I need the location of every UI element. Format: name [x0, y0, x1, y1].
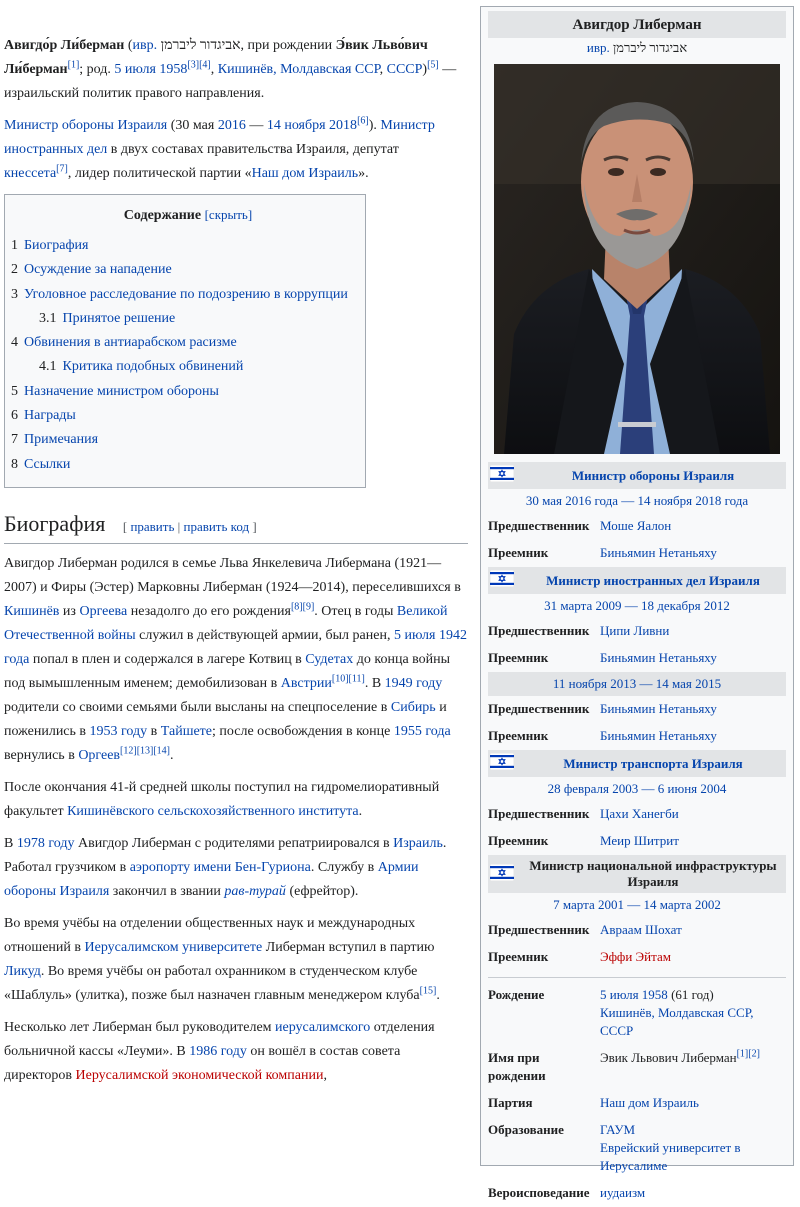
lead-paragraph-2: Министр обороны Израиля (30 мая 2016 — 14 ноября 2018[6]). Министр иностранных дел в двух составах правительства Израиля, депутат кнессета[7], лидер политической партии «Наш дом Израиль». [4, 115, 435, 181]
wiki-link[interactable]: 5 июля [393, 627, 436, 643]
text: . Во время учёбы он работал охранником в студенческом клубе «Шаблуль» (улитка), позже был назначен главным менеджером клуба [4, 963, 420, 1003]
infobox-row [488, 513, 786, 540]
ref-link[interactable]: [8][9] [290, 601, 315, 613]
toc-number: 6 [11, 408, 18, 424]
row-value [600, 544, 786, 562]
toc-number: 5 [11, 383, 18, 399]
hebrew-name: אביגדור ליברמן [612, 40, 688, 55]
toc-link[interactable]: Биография [24, 238, 89, 253]
row-value [600, 986, 786, 1040]
knesset-link[interactable]: кнессета [4, 166, 57, 181]
row-value [600, 1049, 786, 1085]
wiki-link[interactable]: Ликуд [4, 963, 41, 979]
person-link[interactable]: Биньямин Нетаньяху [600, 545, 717, 560]
row-label: Образование [488, 1122, 564, 1137]
infobox-row [488, 696, 786, 723]
lead-desc: — израильский политик правого направления. [4, 62, 457, 101]
toc-link[interactable]: Награды [24, 408, 76, 424]
text: родители со своими семьями были высланы на спецпоселение в [4, 699, 391, 715]
birth-place-link[interactable]: Кишинёв, Молдавская ССР, [600, 1005, 754, 1020]
text: — [245, 118, 267, 133]
toc-number: 2 [11, 262, 18, 278]
row-label: Преемник [488, 650, 549, 665]
wiki-link[interactable]: Судетах [305, 651, 354, 667]
toc-link[interactable]: Обвинения в антиарабском расизме [24, 335, 237, 351]
toc-link[interactable]: Критика подобных обвинений [62, 359, 244, 375]
infobox-row-religion [488, 1180, 786, 1207]
text: до конца войны под вымышленным именем; демобилизован в [4, 651, 451, 691]
toc-link[interactable]: Назначение министром обороны [24, 383, 219, 399]
row-label: Партия [488, 1095, 533, 1110]
born-label: ; род. [79, 62, 111, 77]
toc-item[interactable] [11, 380, 365, 404]
edit-code-button[interactable]: править код [183, 518, 250, 534]
year-link[interactable]: 2016 [217, 118, 246, 133]
ref-link[interactable]: [10][11] [331, 673, 365, 685]
row-label: Имя при рождении [488, 1050, 546, 1083]
toc-item[interactable] [11, 307, 365, 331]
toc-link[interactable]: Примечания [24, 432, 99, 448]
toc-number: 4 [11, 335, 18, 351]
row-label: Преемник [488, 728, 549, 743]
bio-paragraph [4, 776, 468, 824]
infobox-row-birthname [488, 1045, 786, 1090]
row-label: Предшественник [488, 806, 590, 821]
birth-date-link[interactable]: 5 июля 1958 [600, 987, 668, 1002]
wiki-link[interactable]: Сибирь [390, 699, 436, 715]
wiki-link[interactable]: Кишинёвского сельскохозяйственного института [67, 803, 359, 819]
text: . В [364, 675, 385, 691]
infobox-row-birth [488, 982, 786, 1045]
infobox-row [488, 944, 786, 971]
office-title-band [488, 855, 786, 893]
toc-item[interactable] [11, 428, 365, 452]
text: Либерман вступил в партию [262, 939, 435, 955]
row-label: Предшественник [488, 623, 590, 638]
toc-item[interactable] [11, 404, 365, 428]
person-link[interactable]: Биньямин Нетаньяху [600, 650, 717, 665]
office-dates: 11 ноября 2013 — 14 мая 2015 [488, 672, 786, 696]
israel-flag-icon [490, 465, 514, 486]
date-link[interactable]: 14 ноября 2018 [266, 118, 358, 133]
wiki-link[interactable]: 1942 года [4, 627, 467, 667]
row-label: Преемник [488, 949, 549, 964]
infobox-offices [488, 462, 786, 971]
ref-sup [120, 745, 170, 756]
israel-flag-icon [490, 753, 514, 774]
hebrew-name: אביגדור ליברמן [160, 38, 241, 53]
toc-link[interactable]: Ссылки [24, 456, 71, 472]
infobox-row [488, 723, 786, 750]
infobox-row [488, 917, 786, 944]
office-title-link[interactable]: Министр иностранных дел Израиля [546, 572, 760, 588]
text: он вошёл в состав совета директоров [4, 1043, 401, 1083]
toc-link[interactable]: Принятое решение [62, 310, 176, 326]
lang-link[interactable]: ивр. [132, 38, 158, 53]
wiki-link[interactable]: Армии обороны Израиля [4, 859, 419, 899]
toc-item[interactable] [11, 234, 365, 258]
party-link[interactable]: Наш дом Израиль [600, 1095, 699, 1110]
text: . Службу в [310, 859, 378, 875]
ref-sup [291, 601, 314, 612]
wiki-link[interactable]: Оргеева [79, 603, 128, 619]
birth-place-link[interactable]: Кишинёв, Молдавская ССР [217, 62, 380, 77]
row-value [600, 649, 786, 667]
office-title-link[interactable]: Министр транспорта Израиля [563, 755, 743, 771]
infobox [480, 6, 794, 1200]
person-link[interactable]: Моше Яалон [600, 518, 672, 533]
toc-number: 8 [11, 456, 18, 472]
ref-link[interactable]: [3][4] [187, 59, 211, 71]
infobox-native-name [488, 40, 786, 56]
toc-link[interactable]: Уголовное расследование по подозрению в коррупции [24, 286, 348, 302]
birth-intro: , при рождении [240, 38, 333, 53]
text: . [358, 803, 363, 819]
red-link[interactable]: Эффи Эйтам [600, 949, 671, 964]
infobox-row [488, 618, 786, 645]
edit-button[interactable]: править [130, 518, 175, 534]
toc-link[interactable]: Осуждение за нападение [24, 262, 172, 278]
bio-paragraph [4, 552, 468, 768]
edu-link[interactable]: ГАУМ [600, 1122, 636, 1137]
text: . [170, 747, 174, 763]
row-value [600, 805, 786, 823]
lang-link[interactable]: ивр. [586, 40, 610, 55]
row-value [600, 1094, 786, 1112]
infobox-row [488, 801, 786, 828]
ref-link[interactable]: [1][2] [736, 1048, 760, 1060]
toc-number: 4.1 [39, 359, 57, 375]
toc-item[interactable] [11, 258, 365, 282]
wiki-link[interactable]: Иерусалимском университете [84, 939, 263, 955]
person-link[interactable]: Биньямин Нетаньяху [600, 701, 717, 716]
article-body [4, 34, 468, 1096]
edu-link[interactable]: Еврейский университет в Иерусалиме [600, 1140, 741, 1173]
party-link[interactable]: Наш дом Израиль [251, 166, 359, 181]
text: . [436, 987, 440, 1003]
wiki-link[interactable]: Оргеев [78, 747, 121, 763]
birth-name: Э́вик Льво́вич Ли́берман [4, 38, 428, 77]
row-value [600, 517, 786, 535]
text: в [147, 723, 161, 739]
ref-link[interactable]: [15] [419, 985, 437, 997]
person-link[interactable]: Цахи Ханегби [600, 806, 679, 821]
row-value [600, 1121, 786, 1175]
text: отделения больничной кассы «Леуми». В [4, 1019, 435, 1059]
toc-number: 1 [11, 238, 18, 253]
office-title-band [488, 750, 786, 777]
text: ». [358, 166, 369, 181]
text: попал в плен и содержался в лагере Котвиц в [29, 651, 306, 667]
wiki-link[interactable]: рав-турай [224, 883, 286, 899]
person-link[interactable]: Ципи Ливни [600, 623, 670, 638]
text: и поженились в [4, 699, 447, 739]
row-label: Предшественник [488, 701, 590, 716]
ref-sup [420, 985, 437, 996]
text: , [323, 1067, 327, 1083]
text: из [59, 603, 80, 619]
text: Авигдор Либерман с родителями репатриировался в [74, 835, 394, 851]
wiki-link[interactable]: 1978 году [16, 835, 75, 851]
toc-item[interactable] [11, 283, 365, 307]
toc-item[interactable] [11, 355, 365, 379]
text: . Отец в годы [314, 603, 397, 619]
wiki-link[interactable]: аэропорту имени Бен-Гуриона [129, 859, 311, 875]
ref-link[interactable]: [6] [357, 115, 369, 127]
person-link[interactable]: Биньямин Нетаньяху [600, 728, 717, 743]
section-title: Биография [4, 510, 106, 536]
text: незадолго до его рождения [127, 603, 291, 619]
red-link[interactable]: Иерусалимской экономической компании [75, 1067, 324, 1083]
wiki-link[interactable]: Австрии [280, 675, 332, 691]
israel-flag-icon [490, 570, 514, 591]
row-label: Предшественник [488, 518, 590, 533]
wiki-link[interactable]: 1986 году [189, 1043, 247, 1059]
infobox-row-party [488, 1090, 786, 1117]
subject-name: Авигдо́р Ли́берман [4, 38, 125, 53]
row-value [600, 700, 786, 718]
text: закончил в звании [109, 883, 225, 899]
wiki-link[interactable]: Великой Отечественной войны [4, 603, 448, 643]
text: в двух составах правительства Израиля, [107, 142, 350, 157]
bio-paragraph [4, 912, 468, 1008]
divider [488, 977, 786, 978]
text: служил в действующей армии, был ранен, [135, 627, 394, 643]
toc-heading: Содержание [123, 208, 202, 223]
toc-list [11, 234, 365, 477]
row-label: Преемник [488, 545, 549, 560]
text: депутат [352, 142, 399, 157]
wiki-link[interactable]: Израиль [393, 835, 443, 851]
text: ; после освобождения в конце [212, 723, 394, 739]
israel-flag-icon [490, 864, 514, 885]
country-link[interactable]: СССР [600, 1023, 634, 1038]
ussr-link[interactable]: СССР [386, 62, 423, 77]
row-label: Вероисповедание [488, 1185, 590, 1200]
toc-number: 3 [11, 286, 18, 302]
row-value [600, 921, 786, 939]
office-dates: 31 марта 2009 — 18 декабря 2012 [544, 598, 730, 613]
lead-paragraph: Авигдо́р Ли́берман (ивр. אביגדור ליברמן, при рождении Э́вик Льво́вич Ли́берман[1]; род. 5 июля 1958[3][4], Кишинёв, Молдавская ССР, СССР)[5] — израильский политик правого направления. [4, 38, 457, 101]
birth-date-link[interactable]: 5 июля 1958 [114, 62, 188, 77]
row-value [600, 622, 786, 640]
office-dates: 28 февраля 2003 — 6 июня 2004 [547, 781, 727, 796]
wiki-link[interactable]: 1953 году [89, 723, 148, 739]
row-label: Преемник [488, 833, 549, 848]
wiki-link[interactable]: 1955 года [393, 723, 451, 739]
ref-sup [332, 673, 365, 684]
wiki-link[interactable]: 1949 году [384, 675, 443, 691]
birth-name: Эвик Львович Либерман [600, 1050, 737, 1065]
text: (ефрейтор). [285, 883, 359, 899]
table-of-contents [4, 194, 366, 488]
section-heading [4, 510, 468, 544]
text: вернулись в [4, 747, 79, 763]
toc-title [11, 203, 365, 228]
person-link[interactable]: Меир Шитрит [600, 833, 679, 848]
office-dates: 7 марта 2001 — 14 марта 2002 [553, 897, 721, 912]
row-value [600, 727, 786, 745]
text: Несколько лет Либерман был руководителем [4, 1019, 276, 1035]
text: . Работал грузчиком в [4, 835, 447, 875]
ref-link[interactable]: [5] [427, 59, 439, 71]
wiki-link[interactable]: Тайшете [160, 723, 213, 739]
toc-toggle-button[interactable]: [скрыть] [204, 207, 253, 222]
infobox-row-education [488, 1117, 786, 1180]
religion-link[interactable]: иудаизм [600, 1185, 646, 1200]
ref-link[interactable]: [12][13][14] [120, 745, 171, 757]
person-link[interactable]: Авраам Шохат [600, 922, 682, 937]
toc-number: 7 [11, 432, 18, 448]
office-title-band [488, 462, 786, 489]
portrait-photo[interactable] [494, 64, 780, 454]
infobox-row [488, 828, 786, 855]
wiki-link[interactable]: Кишинёв [4, 603, 60, 619]
text: После окончания 41-й средней школы поступил на гидромелиоративный факультет [4, 779, 440, 819]
ref-link[interactable]: [1] [67, 59, 80, 71]
row-label: Предшественник [488, 922, 590, 937]
office-title-link[interactable]: Министр национальной инфраструктуры Израиля [529, 858, 777, 889]
edit-links: [ править | править код ] [122, 518, 257, 534]
office-title-band [488, 567, 786, 594]
post-link[interactable]: Министр обороны Израиля [4, 118, 168, 133]
office-title-link[interactable]: Министр обороны Израиля [571, 467, 735, 483]
toc-number: 3.1 [39, 310, 57, 326]
infobox-name: Авигдор Либерман [488, 11, 786, 38]
toc-item[interactable] [11, 331, 365, 355]
text: В [4, 835, 17, 851]
age-text: (61 год) [667, 987, 714, 1002]
office-dates: 30 мая 2016 года — 14 ноября 2018 года [525, 493, 749, 508]
text: , лидер политической партии « [67, 166, 252, 181]
infobox-row [488, 540, 786, 567]
ref-link[interactable]: [7] [56, 163, 68, 175]
bio-paragraph [4, 832, 468, 904]
toc-item[interactable] [11, 453, 365, 477]
wiki-link[interactable]: иерусалимского [275, 1019, 371, 1035]
bio-paragraph [4, 1016, 468, 1088]
row-value [600, 1184, 786, 1202]
text: (30 мая [167, 118, 218, 133]
post-link[interactable]: Министр иностранных дел [4, 118, 435, 157]
text: Во время учёбы на отделении общественных наук и международных отношений в [4, 915, 416, 955]
infobox-row [488, 645, 786, 672]
row-value [600, 948, 786, 966]
text: Авигдор Либерман родился в семье Льва Янкелевича Либермана (1921—2007) и Фиры (Эстер) Марковны Либерман (1924—2014), переселившихся в [4, 555, 461, 595]
row-value [600, 832, 786, 850]
row-label: Рождение [488, 987, 545, 1002]
